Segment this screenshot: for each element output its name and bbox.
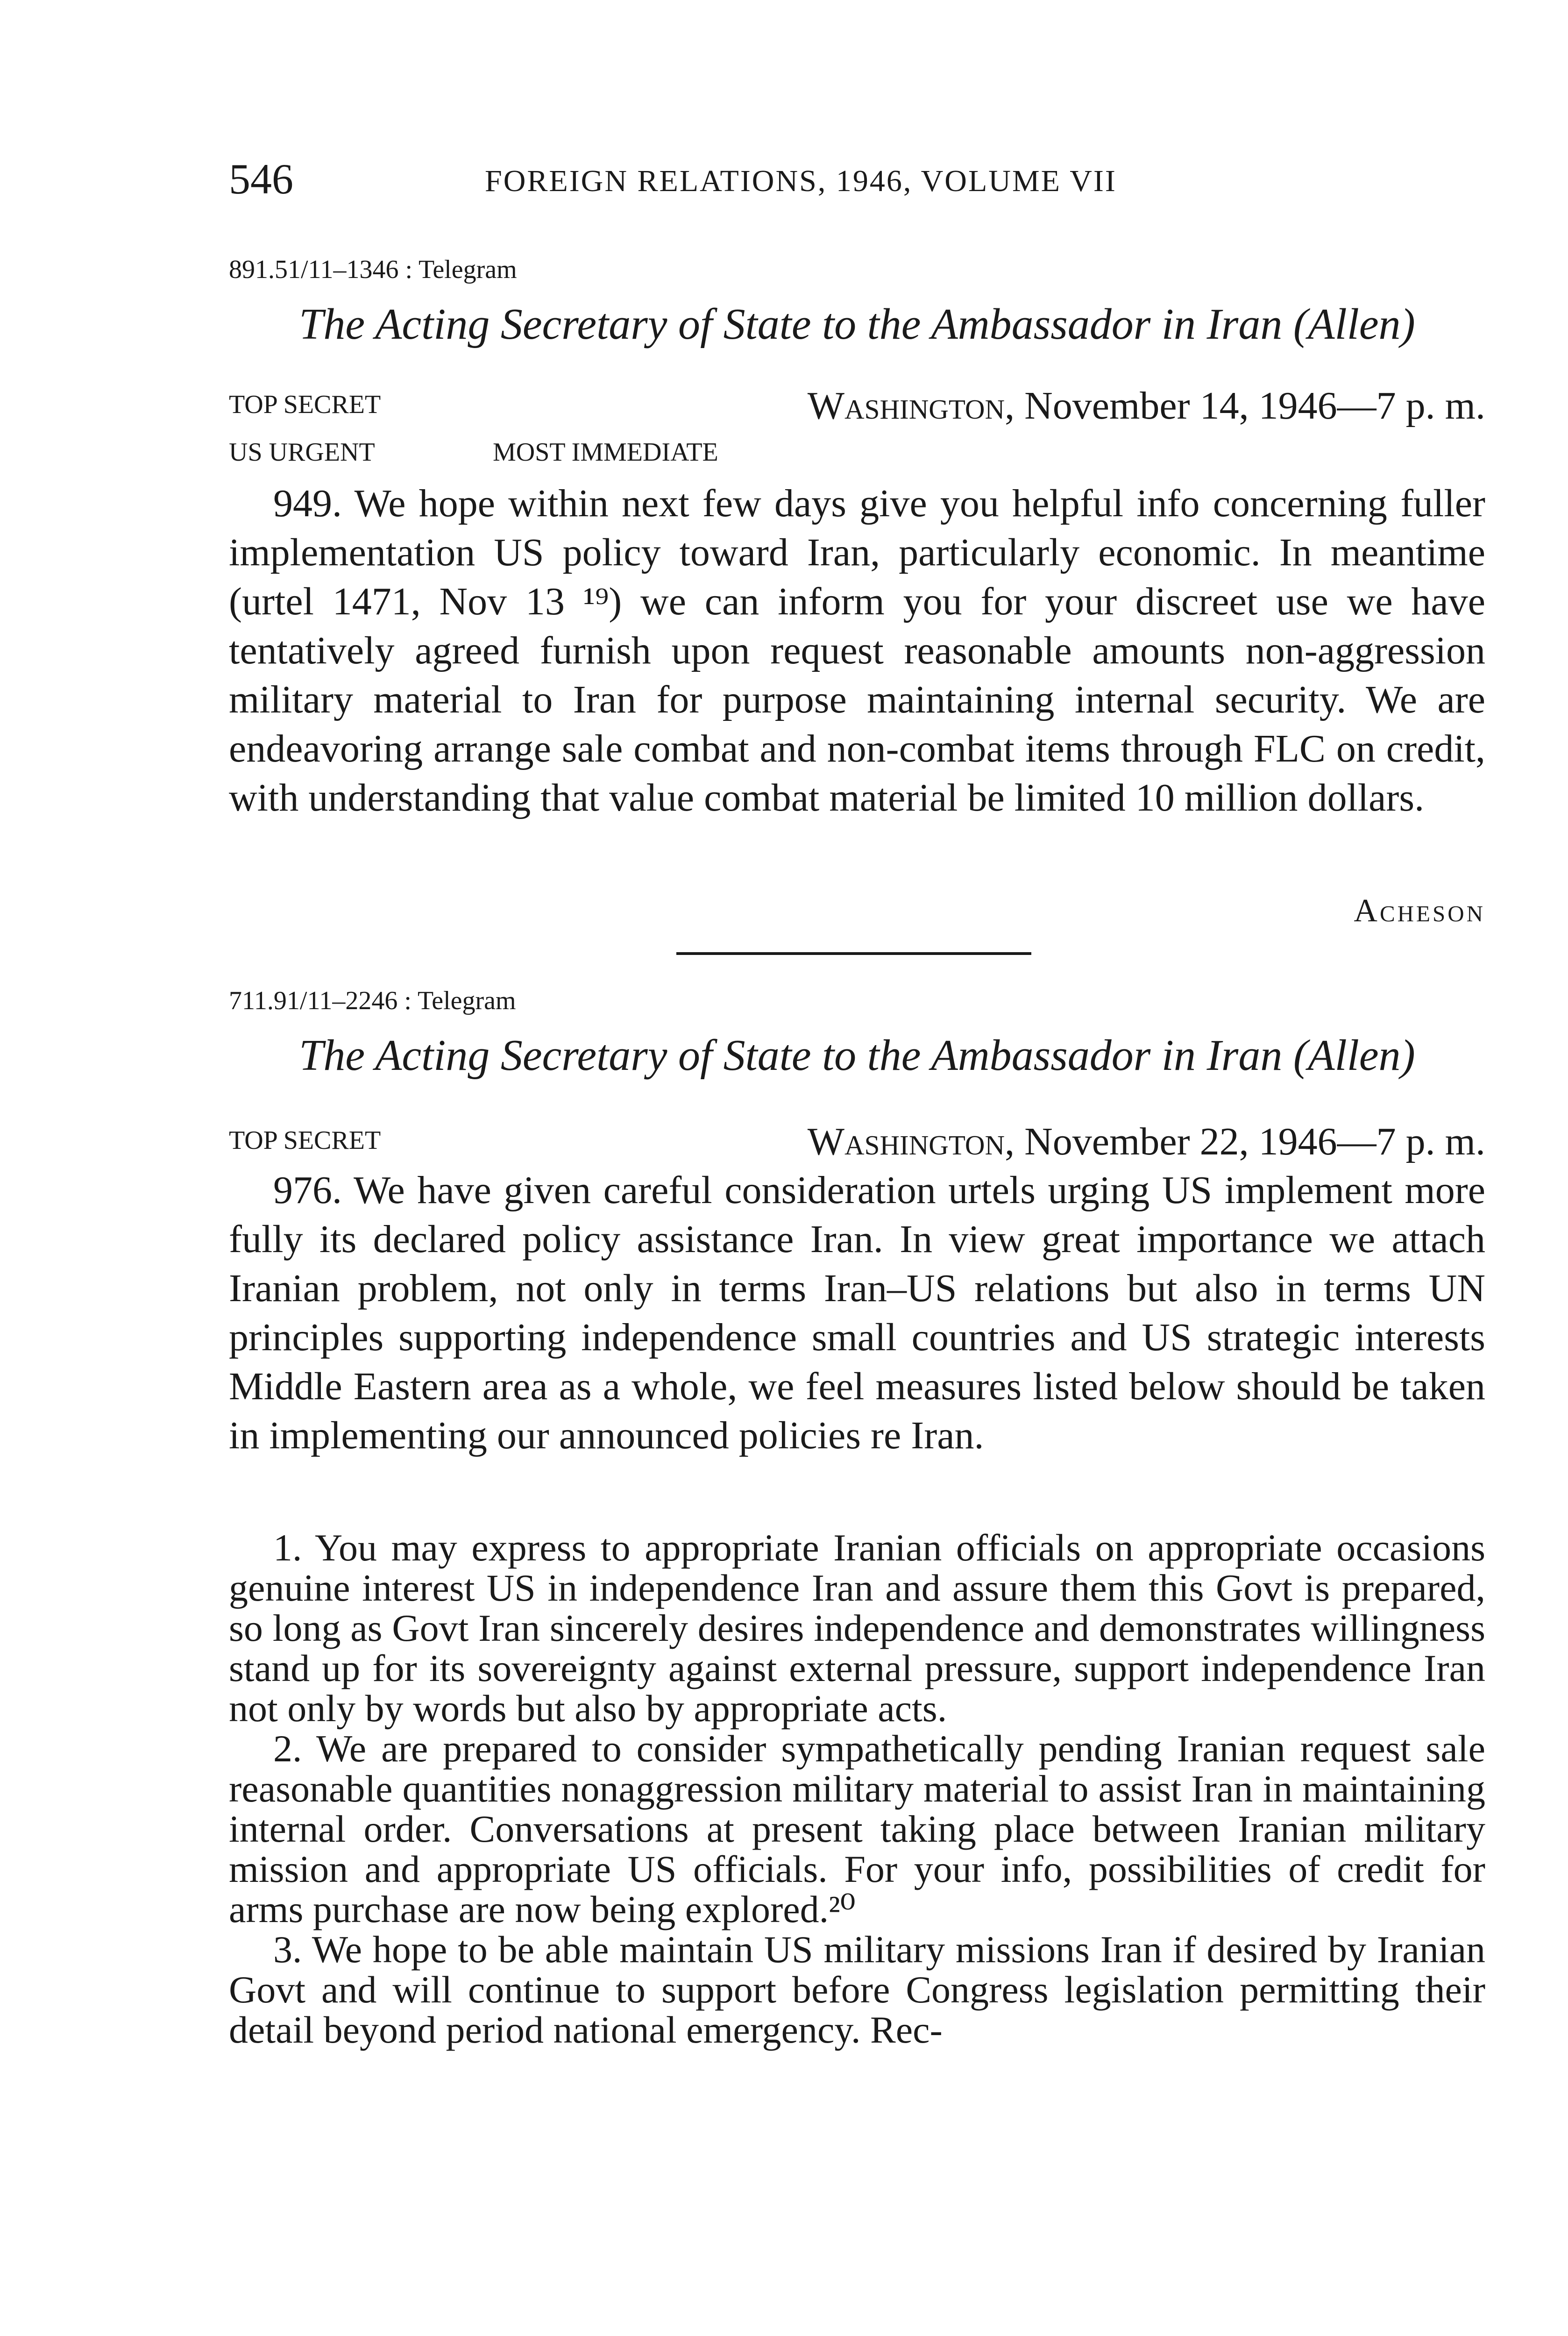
doc2-classification: TOP SECRET <box>229 1126 381 1155</box>
doc1-dateline-date: , November 14, 1946—7 p. m. <box>1005 384 1485 427</box>
doc1-urgency: US URGENT <box>229 438 375 467</box>
doc1-classification: TOP SECRET <box>229 390 381 419</box>
doc1-header-row <box>229 383 1485 425</box>
doc2-measures-list <box>229 1528 1485 2050</box>
doc1-body <box>229 479 1485 822</box>
section-separator <box>676 952 1031 955</box>
doc1-dateline <box>808 383 1485 428</box>
doc2-body <box>229 1166 1485 1460</box>
doc2-title: The Acting Secretary of State to the Ambassador in Iran (Allen) <box>299 1031 1415 1080</box>
doc1-urgency-row <box>229 431 1485 473</box>
list-item: 1. You may express to appropriate Iranian officials on appropriate occasions genuine interest US in independence Iran and assure them this Govt is prepared, so long as Govt Iran sincerely desires independence and demonstrates willingness stand up for its sovereignty against external pressure, support independence Iran not only by words but also by appropriate acts. <box>229 1526 1485 1730</box>
list-item: 2. We are prepared to consider sympathetically pending Iranian request sale reasonable quantities nonaggression military material to assist Iran in maintaining internal order. Conversations at present taking place between Iranian military mission and appropriate US officials. For your info, possibilities of credit for arms purchase are now being explored.²⁰ <box>229 1727 1485 1930</box>
doc2-dateline-date: , November 22, 1946—7 p. m. <box>1005 1120 1485 1163</box>
doc2-dateline-place: Washington <box>807 1120 1005 1163</box>
doc1-dateline-place: Washington <box>807 384 1005 427</box>
doc1-signature: Acheson <box>1354 893 1485 929</box>
running-title: FOREIGN RELATIONS, 1946, VOLUME VII <box>485 164 1117 198</box>
doc1-title: The Acting Secretary of State to the Ambassador in Iran (Allen) <box>299 300 1415 349</box>
running-head <box>229 154 1481 206</box>
doc2-header-row <box>229 1119 1485 1161</box>
doc2-file-number: 711.91/11–2246 : Telegram <box>229 986 516 1015</box>
doc1-body-text: 949. We hope within next few days give you helpful info concerning fuller implementation US policy toward Iran, particularly economic. In meantime (urtel 1471, Nov 13 ¹⁹) we can inform you for your discreet use we have tentatively agreed furnish upon request reasonable amounts non-aggression military material to Iran for purpose maintaining internal security. We are endeavoring arrange sale combat and non-combat items through FLC on credit, with understanding that value combat material be limited 10 million dollars. <box>229 482 1485 819</box>
doc2-dateline <box>808 1119 1485 1164</box>
doc1-precedence: MOST IMMEDIATE <box>493 438 718 467</box>
list-item: 3. We hope to be able maintain US military missions Iran if desired by Iranian Govt and will continue to support before Congress legislation permitting their detail beyond period national emergency. Rec- <box>229 1928 1485 2051</box>
doc2-body-text: 976. We have given careful consideration urtels urging US implement more fully its declared policy assistance Iran. In view great importance we attach Iranian problem, not only in terms Iran–US relations but also in terms UN principles supporting independence small countries and US strategic interests Middle Eastern area as a whole, we feel measures listed below should be taken in implementing our announced policies re Iran. <box>229 1168 1485 1457</box>
page-number: 546 <box>229 155 293 203</box>
doc1-file-number: 891.51/11–1346 : Telegram <box>229 255 517 284</box>
